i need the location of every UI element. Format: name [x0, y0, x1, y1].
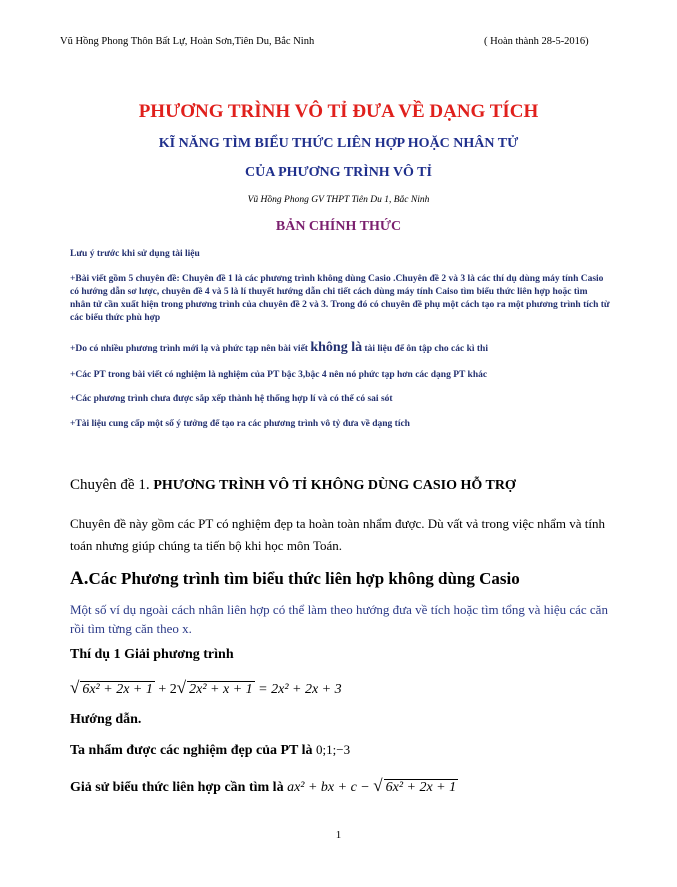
- section-a-heading: [70, 568, 520, 590]
- header-right: ( Hoàn thành 28-5-2016): [484, 36, 589, 47]
- note-item-2-emphasis: không là: [310, 340, 363, 355]
- author-line: Vũ Hồng Phong GV THPT Tiên Du 1, Bắc Ninh: [247, 195, 430, 205]
- equation-rhs: = 2x² + 2x + 3: [254, 682, 342, 697]
- chapter-1-title: PHƯƠNG TRÌNH VÔ TỈ KHÔNG DÙNG CASIO HỖ TRỢ: [153, 478, 516, 493]
- main-title: PHƯƠNG TRÌNH VÔ TỈ ĐƯA VỀ DẠNG TÍCH: [138, 101, 539, 122]
- notes-heading: Lưu ý trước khi sử dụng tài liệu: [70, 249, 200, 259]
- conjugate-text: Giả sử biểu thức liên hợp cần tìm là: [70, 780, 288, 795]
- guide-heading: Hướng dẫn.: [70, 712, 142, 727]
- chapter-1-prefix: Chuyên đề 1.: [70, 477, 154, 493]
- section-a-desc: Một số ví dụ ngoài cách nhân liên hợp có thể làm theo hướng đưa về tích hoặc tìm tổng và hiệu các căn rồi tìm từng căn theo x.: [70, 602, 608, 636]
- section-a-letter: A.: [70, 568, 89, 589]
- equation-middle: + 2: [154, 682, 177, 697]
- sqrt-icon: √: [176, 678, 187, 697]
- subtitle-2: CỦA PHƯƠNG TRÌNH VÔ TỈ: [245, 165, 432, 180]
- conjugate-expr: ax² + bx + c −: [287, 780, 374, 795]
- sqrt-icon: √: [373, 776, 383, 795]
- chapter-1-heading: [70, 477, 516, 494]
- header-left: Vũ Hồng Phong Thôn Bất Lự, Hoàn Sơn,Tiên Du, Bắc Ninh: [60, 36, 315, 47]
- chapter-1-intro: Chuyên đề này gồm các PT có nghiệm đẹp ta hoàn toàn nhẩm được. Dù vất vả trong việc nhẩm và tính toán nhưng giúp chúng ta tiến bộ khi học môn Toán.: [70, 516, 605, 553]
- roots-text: Ta nhẩm được các nghiệm đẹp của PT là: [70, 743, 317, 758]
- note-item-1: +Bài viết gồm 5 chuyên đề: Chuyên đề 1 là các phương trình không dùng Casio .Chuyên đề 2 và 3 là các thí dụ dùng máy tính Casio có hướng dẫn sơ lược, chuyên đề 4 và 5 là lí thuyết hướng dẫn chi tiết cách dùng máy tính Caiso tìm biểu thức liên hợp hoặc tìm nhân tử cần xuất hiện trong phương trình của chuyên đề 2 và 3. Trong đó có chuyên đề phụ một cách tạo ra một phương trình tích từ các biểu thức phù hợp: [70, 274, 610, 323]
- radicand-2: 2x² + x + 1: [189, 682, 253, 697]
- note-item-5: +Tài liệu cung cấp một số ý tưởng để tạo ra các phương trình vô tỷ đưa về dạng tích: [70, 419, 410, 429]
- subtitle-1: KĨ NĂNG TÌM BIỂU THỨC LIÊN HỢP HOẶC NHÂN TỬ: [158, 136, 519, 151]
- conjugate-line: [70, 776, 458, 796]
- sqrt-icon: √: [70, 678, 80, 697]
- section-a-title: Các Phương trình tìm biểu thức liên hợp không dùng Casio: [88, 569, 520, 588]
- page-number: 1: [335, 829, 342, 841]
- roots-line: [70, 742, 350, 759]
- note-item-2-pre: +Do có nhiều phương trình mới lạ và phức tạp nên bài viết: [70, 344, 311, 354]
- note-item-3: +Các PT trong bài viết có nghiệm là nghiệm của PT bậc 3,bậc 4 nên nó phức tạp hơn các dạng PT khác: [70, 370, 488, 380]
- radicand-1: 6x² + 2x + 1: [82, 682, 153, 697]
- example-1-heading: Thí dụ 1 Giải phương trình: [70, 647, 234, 662]
- roots-value: 0;1;−3: [316, 742, 351, 757]
- official-label: BẢN CHÍNH THỨC: [275, 219, 402, 234]
- note-item-4: +Các phương trình chưa được sắp xếp thành hệ thống hợp lí và có thể có sai sót: [70, 394, 393, 404]
- note-item-2: [70, 340, 488, 356]
- note-item-2-post: tài liệu để ôn tập cho các kì thi: [362, 344, 488, 354]
- conjugate-radicand: 6x² + 2x + 1: [385, 780, 457, 795]
- example-1-equation: [70, 678, 342, 698]
